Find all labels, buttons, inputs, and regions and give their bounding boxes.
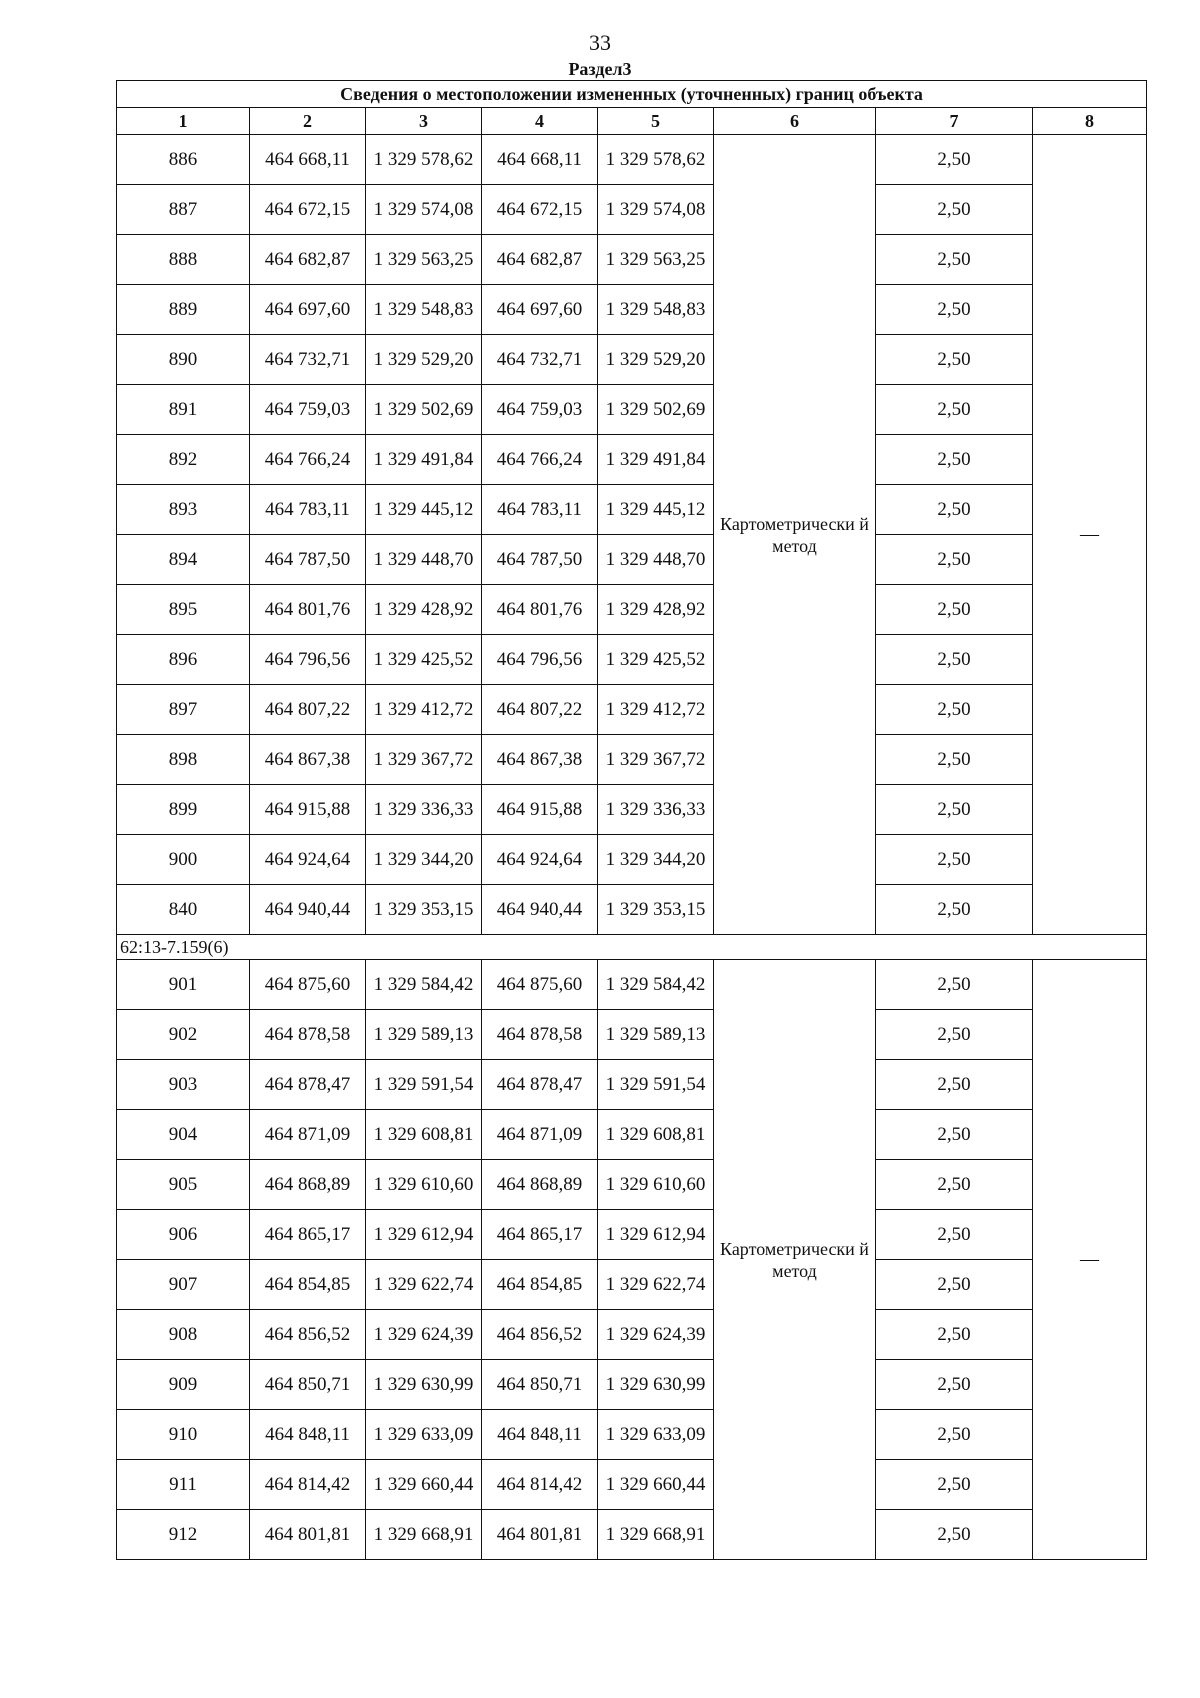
- x-new-cell: 464 801,81: [482, 1510, 598, 1560]
- y-old-cell: 1 329 578,62: [366, 135, 482, 185]
- table-row: [117, 1010, 1147, 1060]
- table-row: [117, 235, 1147, 285]
- accuracy-cell: 2,50: [876, 485, 1033, 535]
- y-new-cell: 1 329 563,25: [598, 235, 714, 285]
- y-new-cell: 1 329 633,09: [598, 1410, 714, 1460]
- y-old-cell: 1 329 336,33: [366, 785, 482, 835]
- table-row: [117, 1110, 1147, 1160]
- x-new-cell: 464 787,50: [482, 535, 598, 585]
- y-old-cell: 1 329 668,91: [366, 1510, 482, 1560]
- x-new-cell: 464 878,58: [482, 1010, 598, 1060]
- point-number-cell: 891: [117, 385, 250, 435]
- table-row: [117, 535, 1147, 585]
- point-number-cell: 892: [117, 435, 250, 485]
- y-new-cell: 1 329 584,42: [598, 960, 714, 1010]
- x-new-cell: 464 867,38: [482, 735, 598, 785]
- table-row: [117, 885, 1147, 935]
- group-label: 62:13-7.159(6): [117, 935, 1147, 960]
- table-row: [117, 1160, 1147, 1210]
- x-new-cell: 464 732,71: [482, 335, 598, 385]
- accuracy-cell: 2,50: [876, 285, 1033, 335]
- x-old-cell: 464 783,11: [250, 485, 366, 535]
- x-new-cell: 464 682,87: [482, 235, 598, 285]
- x-old-cell: 464 814,42: [250, 1460, 366, 1510]
- y-old-cell: 1 329 608,81: [366, 1110, 482, 1160]
- table-row: [117, 1210, 1147, 1260]
- accuracy-cell: 2,50: [876, 960, 1033, 1010]
- x-old-cell: 464 801,76: [250, 585, 366, 635]
- accuracy-cell: 2,50: [876, 385, 1033, 435]
- column-number: 8: [1033, 108, 1147, 135]
- table-row: [117, 135, 1147, 185]
- x-new-cell: 464 783,11: [482, 485, 598, 535]
- point-number-cell: 900: [117, 835, 250, 885]
- accuracy-cell: 2,50: [876, 585, 1033, 635]
- x-new-cell: 464 848,11: [482, 1410, 598, 1460]
- table-row: [117, 485, 1147, 535]
- point-number-cell: 909: [117, 1360, 250, 1410]
- accuracy-cell: 2,50: [876, 1210, 1033, 1260]
- x-old-cell: 464 878,58: [250, 1010, 366, 1060]
- description-cell: —: [1033, 135, 1147, 935]
- x-old-cell: 464 801,81: [250, 1510, 366, 1560]
- accuracy-cell: 2,50: [876, 885, 1033, 935]
- x-new-cell: 464 915,88: [482, 785, 598, 835]
- point-number-cell: 888: [117, 235, 250, 285]
- y-old-cell: 1 329 624,39: [366, 1310, 482, 1360]
- x-old-cell: 464 766,24: [250, 435, 366, 485]
- y-new-cell: 1 329 622,74: [598, 1260, 714, 1310]
- x-new-cell: 464 759,03: [482, 385, 598, 435]
- accuracy-cell: 2,50: [876, 1410, 1033, 1460]
- accuracy-cell: 2,50: [876, 135, 1033, 185]
- x-old-cell: 464 807,22: [250, 685, 366, 735]
- y-new-cell: 1 329 412,72: [598, 685, 714, 735]
- accuracy-cell: 2,50: [876, 1310, 1033, 1360]
- column-number: 4: [482, 108, 598, 135]
- point-number-cell: 903: [117, 1060, 250, 1110]
- y-new-cell: 1 329 336,33: [598, 785, 714, 835]
- column-number: 2: [250, 108, 366, 135]
- accuracy-cell: 2,50: [876, 1110, 1033, 1160]
- point-number-cell: 890: [117, 335, 250, 385]
- table-row: [117, 335, 1147, 385]
- x-old-cell: 464 940,44: [250, 885, 366, 935]
- y-new-cell: 1 329 529,20: [598, 335, 714, 385]
- table-row: [117, 585, 1147, 635]
- x-old-cell: 464 924,64: [250, 835, 366, 885]
- y-new-cell: 1 329 502,69: [598, 385, 714, 435]
- table-row: [117, 1260, 1147, 1310]
- point-number-cell: 911: [117, 1460, 250, 1510]
- y-old-cell: 1 329 563,25: [366, 235, 482, 285]
- accuracy-cell: 2,50: [876, 735, 1033, 785]
- point-number-cell: 887: [117, 185, 250, 235]
- x-old-cell: 464 878,47: [250, 1060, 366, 1110]
- table-row: [117, 1360, 1147, 1410]
- table-title-row: [117, 81, 1147, 108]
- y-new-cell: 1 329 445,12: [598, 485, 714, 535]
- y-old-cell: 1 329 589,13: [366, 1010, 482, 1060]
- y-old-cell: 1 329 445,12: [366, 485, 482, 535]
- y-old-cell: 1 329 610,60: [366, 1160, 482, 1210]
- x-old-cell: 464 871,09: [250, 1110, 366, 1160]
- x-new-cell: 464 697,60: [482, 285, 598, 335]
- point-number-cell: 912: [117, 1510, 250, 1560]
- column-number-row: [117, 108, 1147, 135]
- y-new-cell: 1 329 425,52: [598, 635, 714, 685]
- table-row: [117, 1510, 1147, 1560]
- y-new-cell: 1 329 668,91: [598, 1510, 714, 1560]
- x-new-cell: 464 796,56: [482, 635, 598, 685]
- point-number-cell: 907: [117, 1260, 250, 1310]
- y-new-cell: 1 329 353,15: [598, 885, 714, 935]
- accuracy-cell: 2,50: [876, 1510, 1033, 1560]
- point-number-cell: 897: [117, 685, 250, 735]
- accuracy-cell: 2,50: [876, 1160, 1033, 1210]
- table-row: [117, 1460, 1147, 1510]
- y-old-cell: 1 329 412,72: [366, 685, 482, 735]
- accuracy-cell: 2,50: [876, 1260, 1033, 1310]
- x-old-cell: 464 672,15: [250, 185, 366, 235]
- x-old-cell: 464 854,85: [250, 1260, 366, 1310]
- accuracy-cell: 2,50: [876, 1010, 1033, 1060]
- y-old-cell: 1 329 502,69: [366, 385, 482, 435]
- page-number: 33: [589, 30, 611, 55]
- x-new-cell: 464 878,47: [482, 1060, 598, 1110]
- x-new-cell: 464 807,22: [482, 685, 598, 735]
- accuracy-cell: 2,50: [876, 685, 1033, 735]
- table-row: [117, 735, 1147, 785]
- y-old-cell: 1 329 622,74: [366, 1260, 482, 1310]
- y-old-cell: 1 329 491,84: [366, 435, 482, 485]
- y-old-cell: 1 329 612,94: [366, 1210, 482, 1260]
- y-new-cell: 1 329 428,92: [598, 585, 714, 635]
- x-old-cell: 464 697,60: [250, 285, 366, 335]
- group-label-row: [117, 935, 1147, 960]
- y-old-cell: 1 329 633,09: [366, 1410, 482, 1460]
- accuracy-cell: 2,50: [876, 835, 1033, 885]
- point-number-cell: 896: [117, 635, 250, 685]
- x-old-cell: 464 856,52: [250, 1310, 366, 1360]
- x-old-cell: 464 787,50: [250, 535, 366, 585]
- y-old-cell: 1 329 591,54: [366, 1060, 482, 1110]
- y-old-cell: 1 329 660,44: [366, 1460, 482, 1510]
- description-cell: —: [1033, 960, 1147, 1560]
- accuracy-cell: 2,50: [876, 1360, 1033, 1410]
- table-row: [117, 835, 1147, 885]
- column-number: 7: [876, 108, 1033, 135]
- accuracy-cell: 2,50: [876, 635, 1033, 685]
- accuracy-cell: 2,50: [876, 785, 1033, 835]
- x-old-cell: 464 865,17: [250, 1210, 366, 1260]
- table-row: [117, 1060, 1147, 1110]
- point-number-cell: 902: [117, 1010, 250, 1060]
- x-new-cell: 464 868,89: [482, 1160, 598, 1210]
- accuracy-cell: 2,50: [876, 235, 1033, 285]
- x-new-cell: 464 801,76: [482, 585, 598, 635]
- section-label: Раздел3: [568, 59, 632, 79]
- y-old-cell: 1 329 630,99: [366, 1360, 482, 1410]
- point-number-cell: 895: [117, 585, 250, 635]
- y-old-cell: 1 329 448,70: [366, 535, 482, 585]
- x-new-cell: 464 850,71: [482, 1360, 598, 1410]
- y-old-cell: 1 329 574,08: [366, 185, 482, 235]
- x-old-cell: 464 848,11: [250, 1410, 366, 1460]
- y-new-cell: 1 329 612,94: [598, 1210, 714, 1260]
- method-cell: Картометрически й метод: [714, 135, 876, 935]
- x-new-cell: 464 875,60: [482, 960, 598, 1010]
- y-new-cell: 1 329 548,83: [598, 285, 714, 335]
- table-row: [117, 285, 1147, 335]
- method-cell: Картометрически й метод: [714, 960, 876, 1560]
- table-row: [117, 960, 1147, 1010]
- accuracy-cell: 2,50: [876, 335, 1033, 385]
- x-new-cell: 464 672,15: [482, 185, 598, 235]
- point-number-cell: 886: [117, 135, 250, 185]
- x-old-cell: 464 875,60: [250, 960, 366, 1010]
- x-new-cell: 464 668,11: [482, 135, 598, 185]
- column-number: 3: [366, 108, 482, 135]
- column-number: 1: [117, 108, 250, 135]
- x-new-cell: 464 856,52: [482, 1310, 598, 1360]
- point-number-cell: 894: [117, 535, 250, 585]
- x-new-cell: 464 940,44: [482, 885, 598, 935]
- y-old-cell: 1 329 529,20: [366, 335, 482, 385]
- x-new-cell: 464 871,09: [482, 1110, 598, 1160]
- point-number-cell: 840: [117, 885, 250, 935]
- y-new-cell: 1 329 591,54: [598, 1060, 714, 1110]
- column-number: 6: [714, 108, 876, 135]
- y-new-cell: 1 329 624,39: [598, 1310, 714, 1360]
- x-new-cell: 464 865,17: [482, 1210, 598, 1260]
- accuracy-cell: 2,50: [876, 535, 1033, 585]
- point-number-cell: 906: [117, 1210, 250, 1260]
- table-row: [117, 1310, 1147, 1360]
- y-new-cell: 1 329 610,60: [598, 1160, 714, 1210]
- point-number-cell: 901: [117, 960, 250, 1010]
- point-number-cell: 910: [117, 1410, 250, 1460]
- boundary-coordinates-table: [116, 80, 1147, 1560]
- table-row: [117, 435, 1147, 485]
- table-row: [117, 785, 1147, 835]
- column-number: 5: [598, 108, 714, 135]
- y-new-cell: 1 329 630,99: [598, 1360, 714, 1410]
- accuracy-cell: 2,50: [876, 1460, 1033, 1510]
- y-old-cell: 1 329 428,92: [366, 585, 482, 635]
- y-old-cell: 1 329 367,72: [366, 735, 482, 785]
- y-new-cell: 1 329 578,62: [598, 135, 714, 185]
- point-number-cell: 893: [117, 485, 250, 535]
- y-new-cell: 1 329 589,13: [598, 1010, 714, 1060]
- table-row: [117, 385, 1147, 435]
- x-old-cell: 464 868,89: [250, 1160, 366, 1210]
- accuracy-cell: 2,50: [876, 1060, 1033, 1110]
- point-number-cell: 904: [117, 1110, 250, 1160]
- table-row: [117, 185, 1147, 235]
- x-new-cell: 464 766,24: [482, 435, 598, 485]
- y-new-cell: 1 329 574,08: [598, 185, 714, 235]
- accuracy-cell: 2,50: [876, 185, 1033, 235]
- y-new-cell: 1 329 491,84: [598, 435, 714, 485]
- x-new-cell: 464 814,42: [482, 1460, 598, 1510]
- point-number-cell: 889: [117, 285, 250, 335]
- x-old-cell: 464 850,71: [250, 1360, 366, 1410]
- x-old-cell: 464 682,87: [250, 235, 366, 285]
- y-new-cell: 1 329 608,81: [598, 1110, 714, 1160]
- y-new-cell: 1 329 344,20: [598, 835, 714, 885]
- table-row: [117, 685, 1147, 735]
- y-old-cell: 1 329 584,42: [366, 960, 482, 1010]
- y-old-cell: 1 329 548,83: [366, 285, 482, 335]
- y-old-cell: 1 329 353,15: [366, 885, 482, 935]
- table-row: [117, 635, 1147, 685]
- y-new-cell: 1 329 367,72: [598, 735, 714, 785]
- point-number-cell: 908: [117, 1310, 250, 1360]
- x-new-cell: 464 854,85: [482, 1260, 598, 1310]
- x-old-cell: 464 668,11: [250, 135, 366, 185]
- y-new-cell: 1 329 660,44: [598, 1460, 714, 1510]
- y-old-cell: 1 329 425,52: [366, 635, 482, 685]
- table-row: [117, 1410, 1147, 1460]
- y-new-cell: 1 329 448,70: [598, 535, 714, 585]
- point-number-cell: 898: [117, 735, 250, 785]
- point-number-cell: 899: [117, 785, 250, 835]
- x-old-cell: 464 867,38: [250, 735, 366, 785]
- accuracy-cell: 2,50: [876, 435, 1033, 485]
- x-old-cell: 464 759,03: [250, 385, 366, 435]
- x-old-cell: 464 796,56: [250, 635, 366, 685]
- point-number-cell: 905: [117, 1160, 250, 1210]
- table-title: Сведения о местоположении измененных (уточненных) границ объекта: [117, 81, 1147, 108]
- y-old-cell: 1 329 344,20: [366, 835, 482, 885]
- x-new-cell: 464 924,64: [482, 835, 598, 885]
- x-old-cell: 464 732,71: [250, 335, 366, 385]
- x-old-cell: 464 915,88: [250, 785, 366, 835]
